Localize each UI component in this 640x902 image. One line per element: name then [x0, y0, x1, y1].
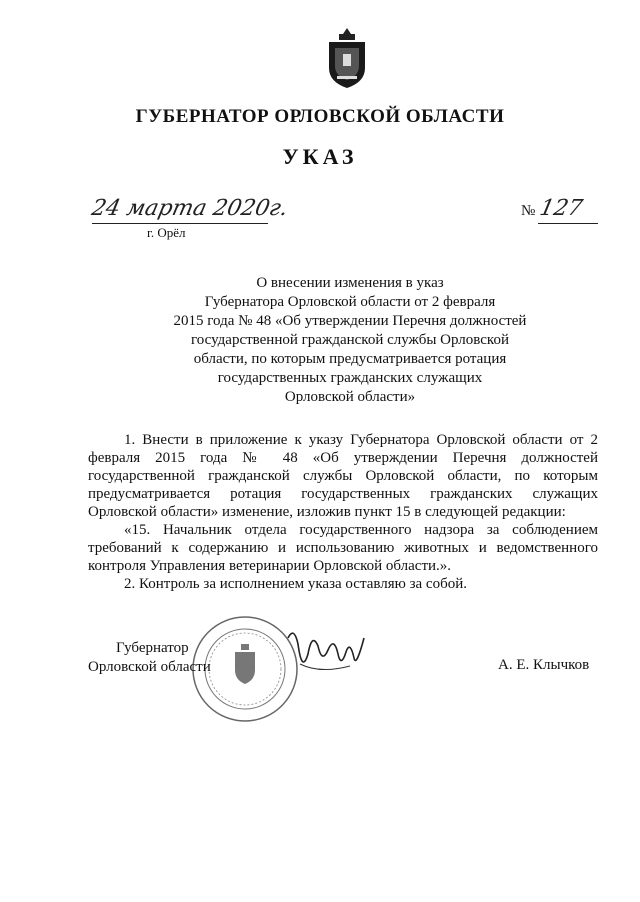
subject-line: О внесении изменения в указ	[256, 275, 444, 291]
number-handwritten: 127	[537, 196, 585, 221]
signatory-title-line: Орловской области	[88, 659, 211, 675]
coat-of-arms-icon	[322, 24, 372, 90]
paragraph-quote: «15. Начальник отдела государственного надзора за соблюдением требований к содержанию и использованию животных и ведомственного контроля Управления ветеринарии Орловской области.».	[88, 522, 598, 574]
city: г. Орёл	[147, 225, 186, 240]
date-handwritten: 24 марта 2020г.	[89, 196, 291, 221]
subject-line: Орловской области»	[284, 389, 416, 405]
date-underline	[92, 223, 268, 224]
subject-block	[140, 274, 560, 407]
subject-line: 2015 года № 48 «Об утверждении Перечня должностей	[173, 313, 527, 329]
document-type: УКАЗ	[282, 144, 358, 169]
number-label: №	[521, 203, 536, 219]
signatory-name: А. Е. Клычков	[498, 657, 590, 673]
signatory-title-line: Губернатор	[116, 640, 189, 656]
subject-line: Губернатора Орловской области от 2 февраля	[204, 294, 496, 310]
signatory-title	[88, 639, 211, 677]
organization-title: ГУБЕРНАТОР ОРЛОВСКОЙ ОБЛАСТИ	[135, 106, 505, 127]
body-text	[88, 431, 598, 593]
subject-line: государственной гражданской службы Орловской	[190, 332, 509, 348]
subject-line: государственных гражданских служащих	[217, 370, 483, 386]
number-underline	[538, 223, 598, 224]
subject-line: области, по которым предусматривается ротация	[193, 351, 507, 367]
paragraph-1: 1. Внести в приложение к указу Губернатора Орловской области от 2 февраля 2015 года № 48 «Об утверждении Перечня должностей государственной гражданской службы Орловской области, по которым предусматривается ротация государственных гражданских служащих Орловской области» изменение, изложив пункт 15 в следующей редакции:	[88, 432, 598, 520]
signature-icon	[280, 624, 370, 684]
paragraph-2: 2. Контроль за исполнением указа оставляю за собой.	[124, 576, 467, 592]
